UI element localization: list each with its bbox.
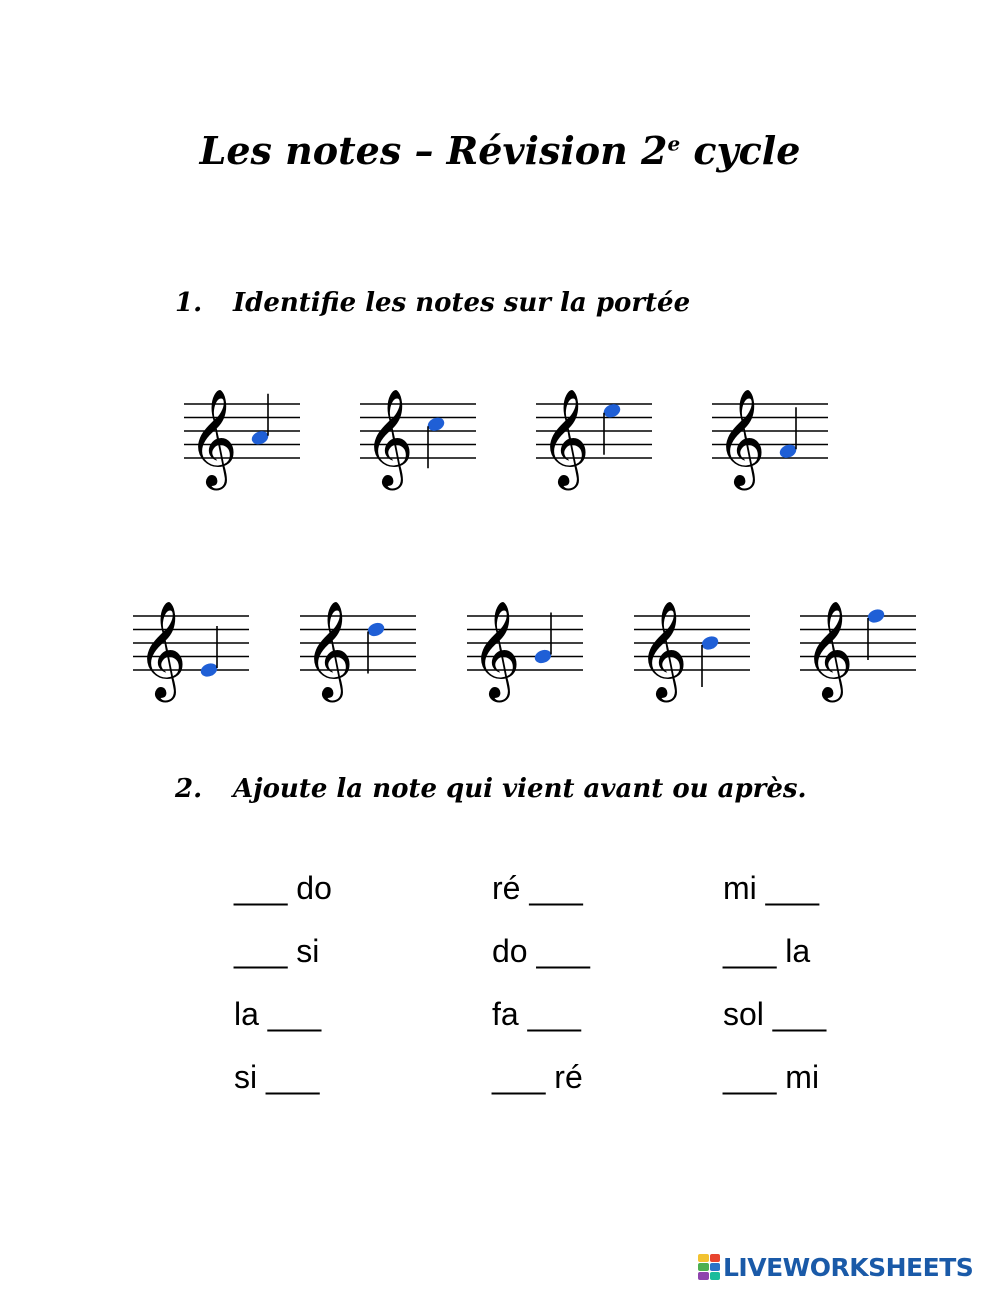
exercise-item-r1-c3: mi ___ bbox=[723, 870, 820, 906]
staff-row1-1 bbox=[184, 378, 306, 488]
exercise-item-r1-c2: ré ___ bbox=[492, 870, 583, 906]
title-main: Les notes – Révision 2 bbox=[199, 128, 668, 173]
treble-clef-icon: 𝄞 bbox=[540, 388, 590, 486]
brand-icon-square bbox=[710, 1254, 721, 1262]
exercise-item-r4-c3: ___ mi bbox=[723, 1059, 820, 1095]
title-tail: cycle bbox=[680, 128, 801, 173]
note-head bbox=[366, 621, 386, 639]
section-2-text: Ajoute la note qui vient avant ou après. bbox=[233, 774, 807, 804]
brand-icon-square bbox=[710, 1272, 721, 1280]
brand-icon-square bbox=[698, 1272, 709, 1280]
staff-row2-5 bbox=[800, 590, 922, 700]
staff-row1-3 bbox=[536, 378, 658, 488]
brand-icon-square bbox=[698, 1263, 709, 1271]
exercise-item-r4-c1: si ___ bbox=[234, 1059, 320, 1095]
exercise-item-r3-c1: la ___ bbox=[234, 996, 322, 1032]
exercise-item-r2-c2: do ___ bbox=[492, 933, 590, 969]
staff-row2-3 bbox=[467, 590, 589, 700]
staff-row2-1 bbox=[133, 590, 255, 700]
section-2-number: 2. bbox=[175, 774, 203, 804]
exercise-item-r2-c3: ___ la bbox=[723, 933, 811, 969]
treble-clef-icon: 𝄞 bbox=[137, 600, 187, 698]
note-head bbox=[199, 661, 219, 679]
treble-clef-icon: 𝄞 bbox=[364, 388, 414, 486]
exercise-item-r3-c2: fa ___ bbox=[492, 996, 581, 1032]
title-superscript: e bbox=[667, 131, 681, 156]
liveworksheets-logo bbox=[698, 1252, 973, 1282]
staff-row2-2 bbox=[300, 590, 422, 700]
treble-clef-icon: 𝄞 bbox=[188, 388, 238, 486]
brand-icon-square bbox=[698, 1254, 709, 1262]
treble-clef-icon: 𝄞 bbox=[471, 600, 521, 698]
section-2-heading bbox=[175, 774, 807, 804]
treble-clef-icon: 𝄞 bbox=[804, 600, 854, 698]
treble-clef-icon: 𝄞 bbox=[716, 388, 766, 486]
exercise-item-r4-c2: ___ ré bbox=[492, 1059, 583, 1095]
treble-clef-icon: 𝄞 bbox=[304, 600, 354, 698]
exercise-item-r3-c3: sol ___ bbox=[723, 996, 827, 1032]
staff-row2-4 bbox=[634, 590, 756, 700]
note-head bbox=[700, 634, 720, 652]
brand-text: LIVEWORKSHEETS bbox=[723, 1252, 974, 1282]
page-title bbox=[0, 128, 1000, 173]
brand-icon-square bbox=[710, 1263, 721, 1271]
staff-row1-4 bbox=[712, 378, 834, 488]
section-1-number: 1. bbox=[175, 288, 203, 318]
exercise-item-r1-c1: ___ do bbox=[234, 870, 332, 906]
exercise-item-r2-c1: ___ si bbox=[234, 933, 320, 969]
note-head bbox=[866, 607, 886, 625]
liveworksheets-icon bbox=[698, 1254, 720, 1280]
section-1-text: Identifie les notes sur la portée bbox=[233, 288, 691, 318]
section-1-heading bbox=[175, 288, 690, 318]
treble-clef-icon: 𝄞 bbox=[638, 600, 688, 698]
staff-row1-2 bbox=[360, 378, 482, 488]
note-head bbox=[533, 648, 553, 666]
